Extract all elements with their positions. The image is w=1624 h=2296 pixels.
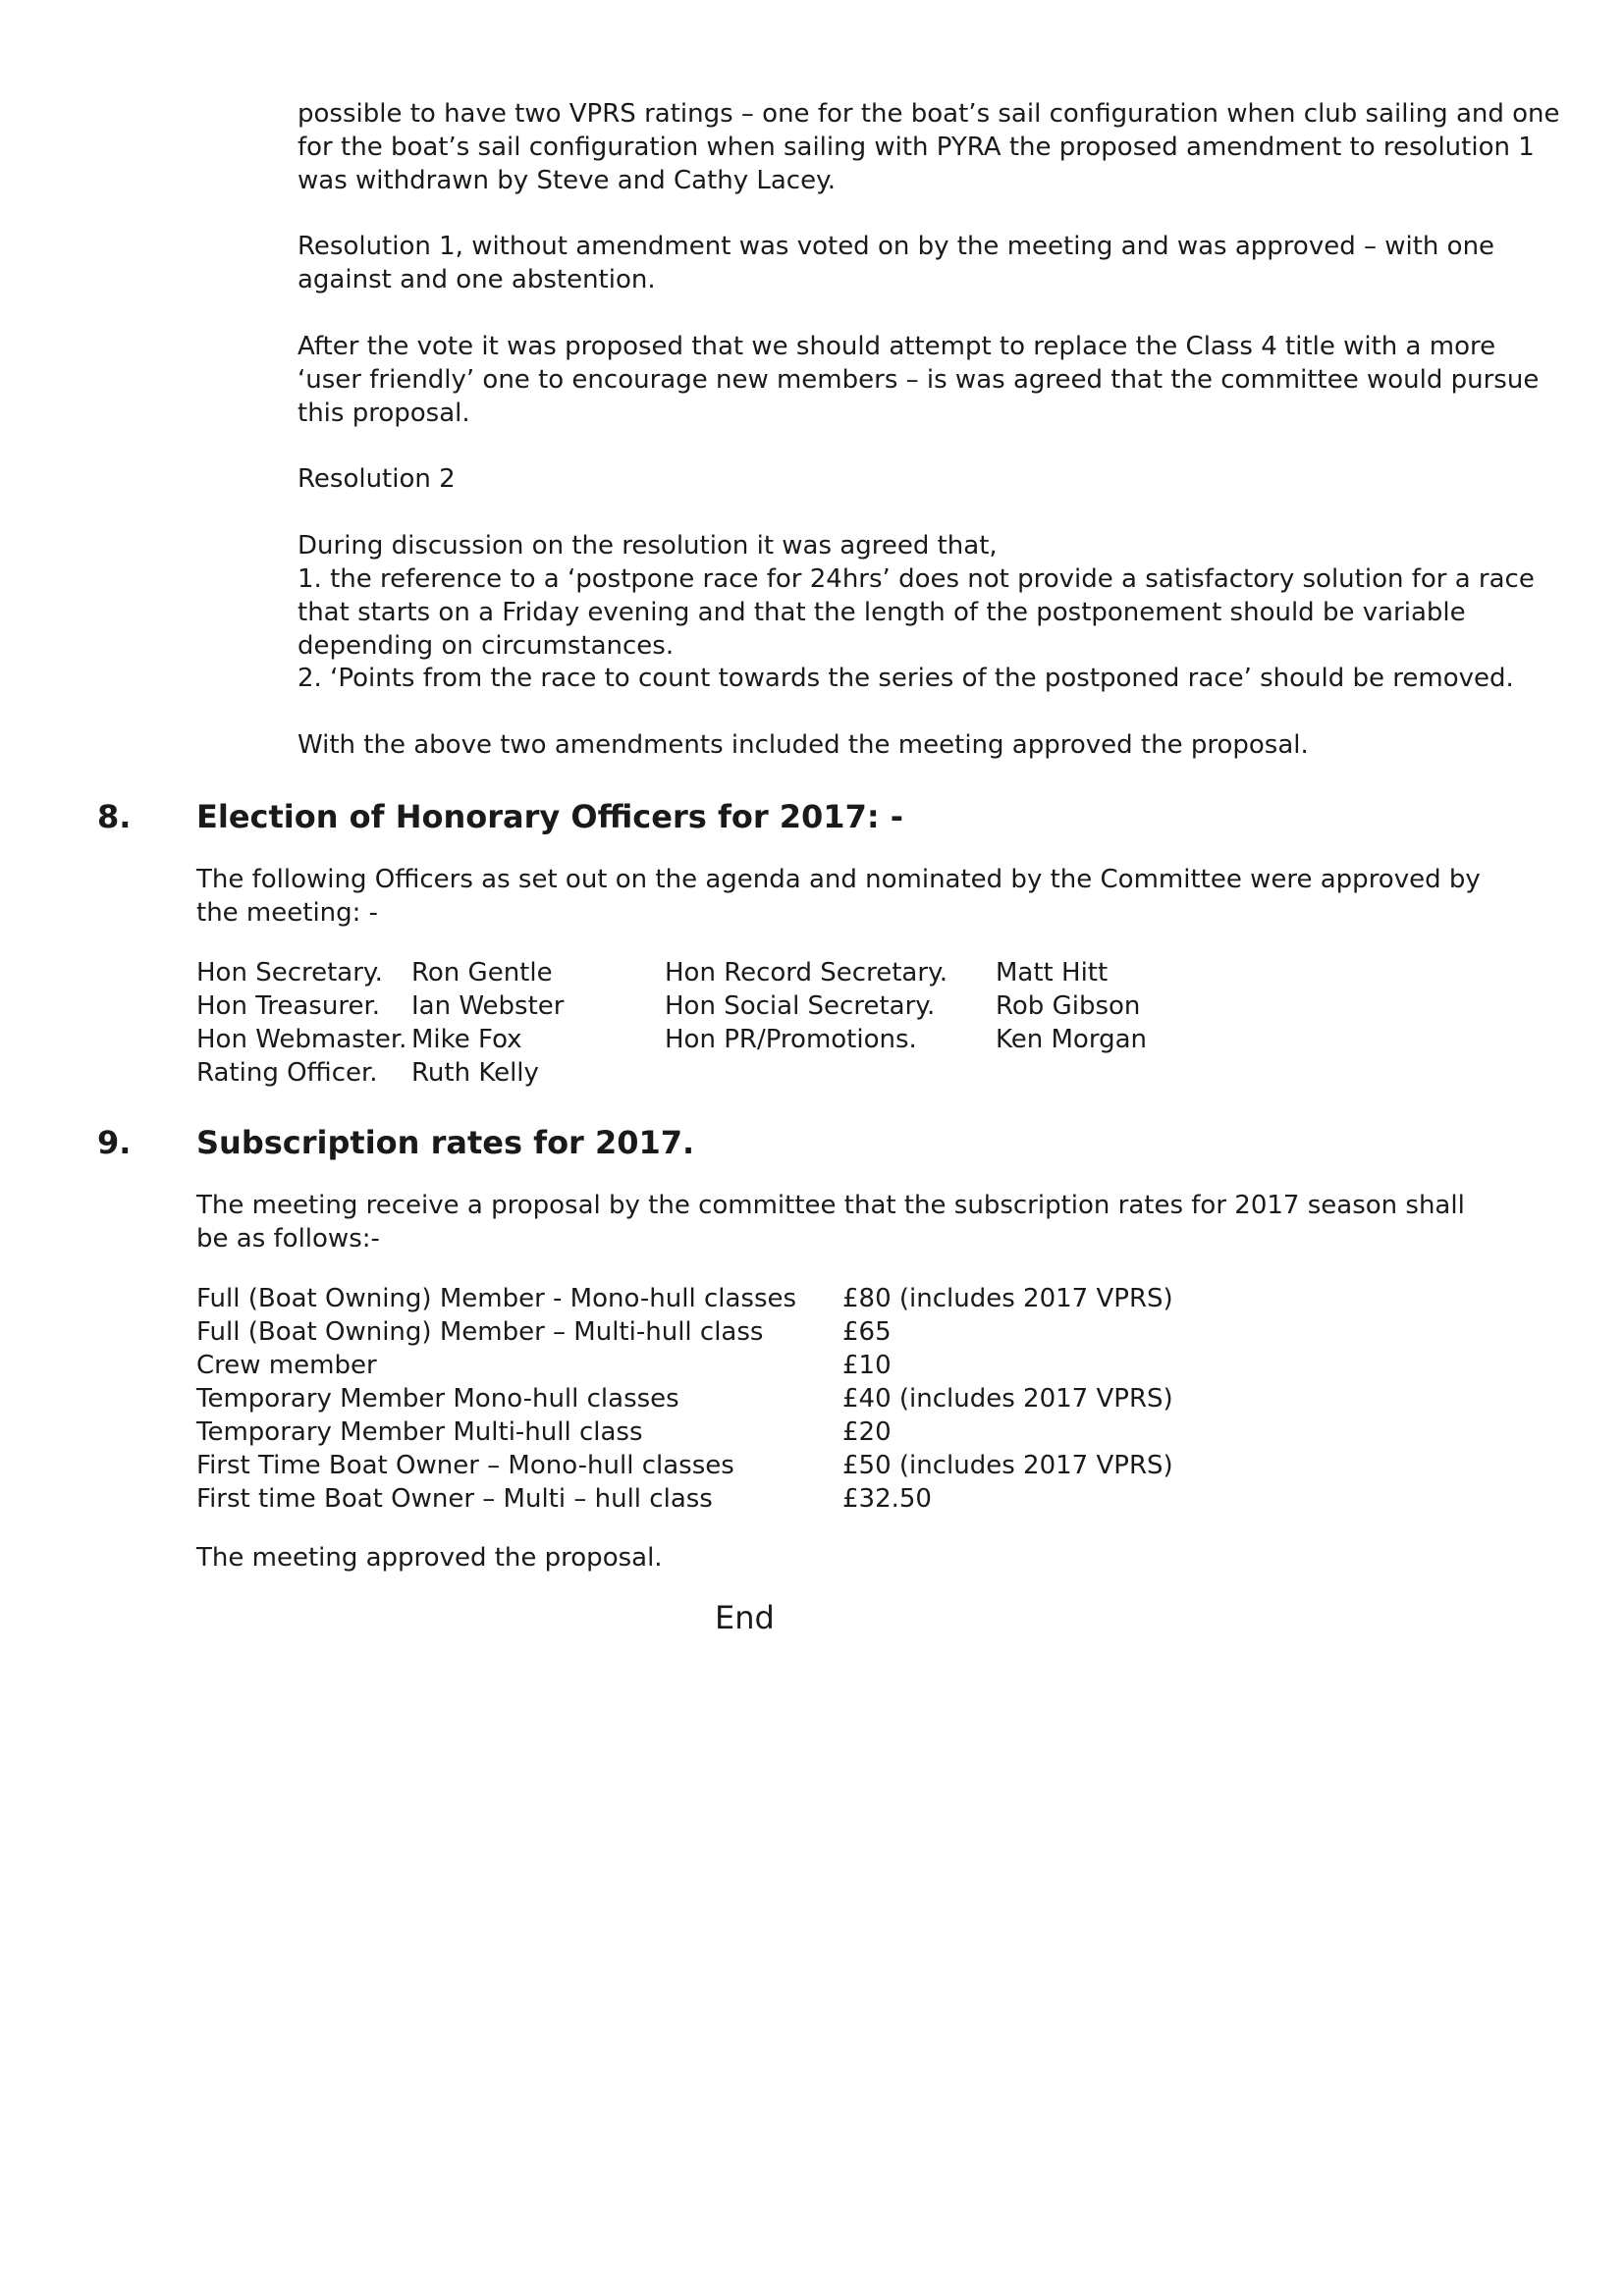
resolution2-point-1: 1. the reference to a ‘postpone race for 24hrs’ does not provide a satisfactory solution for a race that starts on a Friday evening and that the length of the postponement should be variable depending on circumstances. — [298, 564, 1535, 661]
rate-category: Full (Boat Owning) Member – Multi-hull class — [196, 1317, 764, 1347]
rate-value: £80 (includes 2017 VPRS) — [842, 1284, 1173, 1313]
paragraph-resolution1-vote: Resolution 1, without amendment was voted on by the meeting and was approved – with one against and one abstention. — [298, 232, 1495, 294]
resolution2-title: Resolution 2 — [298, 464, 456, 494]
officer-role: Hon Record Secretary. — [665, 958, 947, 988]
paragraph-class4-title: After the vote it was proposed that we should attempt to replace the Class 4 title with a more ‘user friendly’ one to encourage new members – is was agreed that the committee would pursue this proposal. — [298, 332, 1540, 428]
officer-role: Hon Secretary. — [196, 958, 383, 988]
resolution2-point-2: 2. ‘Points from the race to count towards the series of the postponed race’ should be removed. — [298, 664, 1514, 693]
paragraph-vprs-amendment: possible to have two VPRS ratings – one for the boat’s sail configuration when club sailing and one for the boat’s sail configuration when sailing with PYRA the proposed amendment to resolution 1 was withdrawn by Steve and Cathy Lacey. — [298, 99, 1560, 195]
rate-value: £65 — [842, 1317, 892, 1347]
rate-category: Crew member — [196, 1351, 377, 1380]
section-8-intro: The following Officers as set out on the agenda and nominated by the Committee were approved by the meeting: - — [196, 865, 1481, 928]
officer-role: Hon Webmaster. — [196, 1025, 407, 1054]
officer-name: Matt Hitt — [996, 958, 1109, 988]
rate-value: £10 — [842, 1351, 892, 1380]
rate-value: £40 (includes 2017 VPRS) — [842, 1384, 1173, 1414]
section-9-heading: Subscription rates for 2017. — [196, 1124, 695, 1161]
rate-value: £20 — [842, 1417, 892, 1447]
officer-role: Hon Treasurer. — [196, 991, 381, 1021]
officer-name: Rob Gibson — [996, 991, 1141, 1021]
officer-name: Ron Gentle — [411, 958, 553, 988]
rate-value: £50 (includes 2017 VPRS) — [842, 1451, 1173, 1480]
paragraph-resolution2-discussion: During discussion on the resolution it was agreed that, — [298, 531, 998, 561]
section-9-number: 9. — [97, 1124, 132, 1161]
officer-name: Ian Webster — [411, 991, 565, 1021]
officer-name: Ruth Kelly — [411, 1058, 539, 1088]
rate-value: £32.50 — [842, 1484, 932, 1514]
rate-category: First Time Boat Owner – Mono-hull classes — [196, 1451, 734, 1480]
rate-category: Temporary Member Multi-hull class — [196, 1417, 643, 1447]
rate-category: Full (Boat Owning) Member - Mono-hull classes — [196, 1284, 797, 1313]
section-8-number: 8. — [97, 798, 132, 835]
officer-name: Mike Fox — [411, 1025, 522, 1054]
paragraph-resolution2-approved: With the above two amendments included the meeting approved the proposal. — [298, 730, 1309, 760]
officer-name: Ken Morgan — [996, 1025, 1147, 1054]
section-8-heading: Election of Honorary Officers for 2017: - — [196, 798, 904, 835]
rate-category: Temporary Member Mono-hull classes — [196, 1384, 679, 1414]
section-9-intro: The meeting receive a proposal by the committee that the subscription rates for 2017 season shall be as follows:- — [196, 1191, 1465, 1254]
officer-role: Rating Officer. — [196, 1058, 378, 1088]
end-text: End — [715, 1599, 775, 1636]
officer-role: Hon PR/Promotions. — [665, 1025, 917, 1054]
officer-role: Hon Social Secretary. — [665, 991, 936, 1021]
section-9-approved: The meeting approved the proposal. — [196, 1543, 663, 1573]
rate-category: First time Boat Owner – Multi – hull class — [196, 1484, 713, 1514]
